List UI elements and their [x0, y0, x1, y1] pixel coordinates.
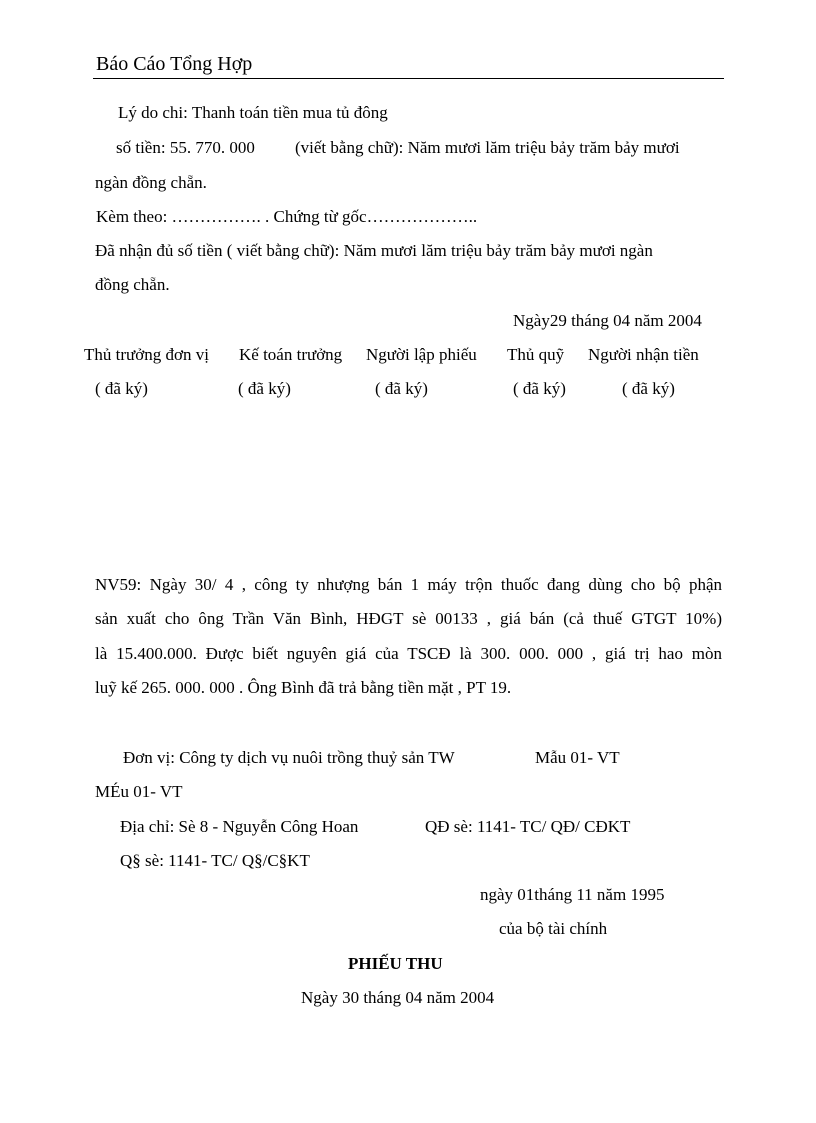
signature-status: ( đã ký): [375, 379, 428, 398]
header-divider: [93, 78, 724, 79]
nv59-paragraph-line: NV59: Ngày 30/ 4 , công ty nhượng bán 1 máy trộn thuốc đang dùng cho bộ phận: [95, 575, 722, 594]
nv59-paragraph-line: sản xuất cho ông Trần Văn Bình, HĐGT sè 00133 , giá bán (cả thuế GTGT 10%): [95, 609, 722, 628]
decision-number: QĐ sè: 1141- TC/ QĐ/ CĐKT: [425, 817, 631, 836]
decision-number-garbled: Q§ sè: 1141- TC/ Q§/C§KT: [120, 851, 310, 870]
signature-role: Thủ quỹ: [507, 345, 565, 364]
payment-amount-words-cont: ngàn đồng chẵn.: [95, 173, 207, 192]
payment-amount-words: (viết bằng chữ): Năm mươi lăm triệu bảy trăm bảy mươi: [295, 138, 680, 157]
receipt-date: Ngày 30 tháng 04 năm 2004: [301, 988, 495, 1007]
signature-status: ( đã ký): [238, 379, 291, 398]
attached-documents: Kèm theo: ……………. . Chứng từ gốc………………..: [96, 207, 478, 226]
form-number-garbled: MÉu 01- VT: [95, 782, 183, 801]
signature-role: Kế toán trưởng: [239, 345, 343, 364]
nv59-paragraph-line: là 15.400.000. Được biết nguyên giá của TSCĐ là 300. 000. 000 , giá trị hao mòn: [95, 644, 722, 663]
signature-status: ( đã ký): [622, 379, 675, 398]
receipt-title: PHIẾU THU: [348, 954, 443, 973]
signature-status: ( đã ký): [95, 379, 148, 398]
signature-status: ( đã ký): [513, 379, 566, 398]
signature-role: Người lập phiếu: [366, 345, 477, 364]
signature-role: Thủ trưởng đơn vị: [84, 345, 209, 364]
unit-name: Đơn vị: Công ty dịch vụ nuôi trồng thuỷ sản TW: [123, 748, 455, 767]
received-amount-words: Đã nhận đủ số tiền ( viết bằng chữ): Năm mươi lăm triệu bảy trăm bảy mươi ngàn: [95, 241, 653, 260]
form-number: Mẫu 01- VT: [535, 748, 620, 767]
payment-reason: Lý do chi: Thanh toán tiền mua tủ đông: [118, 103, 388, 122]
signature-role: Người nhận tiền: [588, 345, 699, 364]
page-header-title: Báo Cáo Tổng Hợp: [96, 53, 253, 75]
voucher-date: Ngày29 tháng 04 năm 2004: [513, 311, 702, 330]
nv59-paragraph-line: luỹ kế 265. 000. 000 . Ông Bình đã trả bằng tiền mặt , PT 19.: [95, 678, 512, 697]
unit-address: Địa chỉ: Sè 8 - Nguyễn Công Hoan: [120, 817, 359, 836]
issuing-ministry: của bộ tài chính: [499, 919, 608, 938]
payment-amount: số tiền: 55. 770. 000: [116, 138, 255, 157]
decision-date: ngày 01tháng 11 năm 1995: [480, 885, 665, 904]
received-amount-words-cont: đồng chẵn.: [95, 275, 170, 294]
